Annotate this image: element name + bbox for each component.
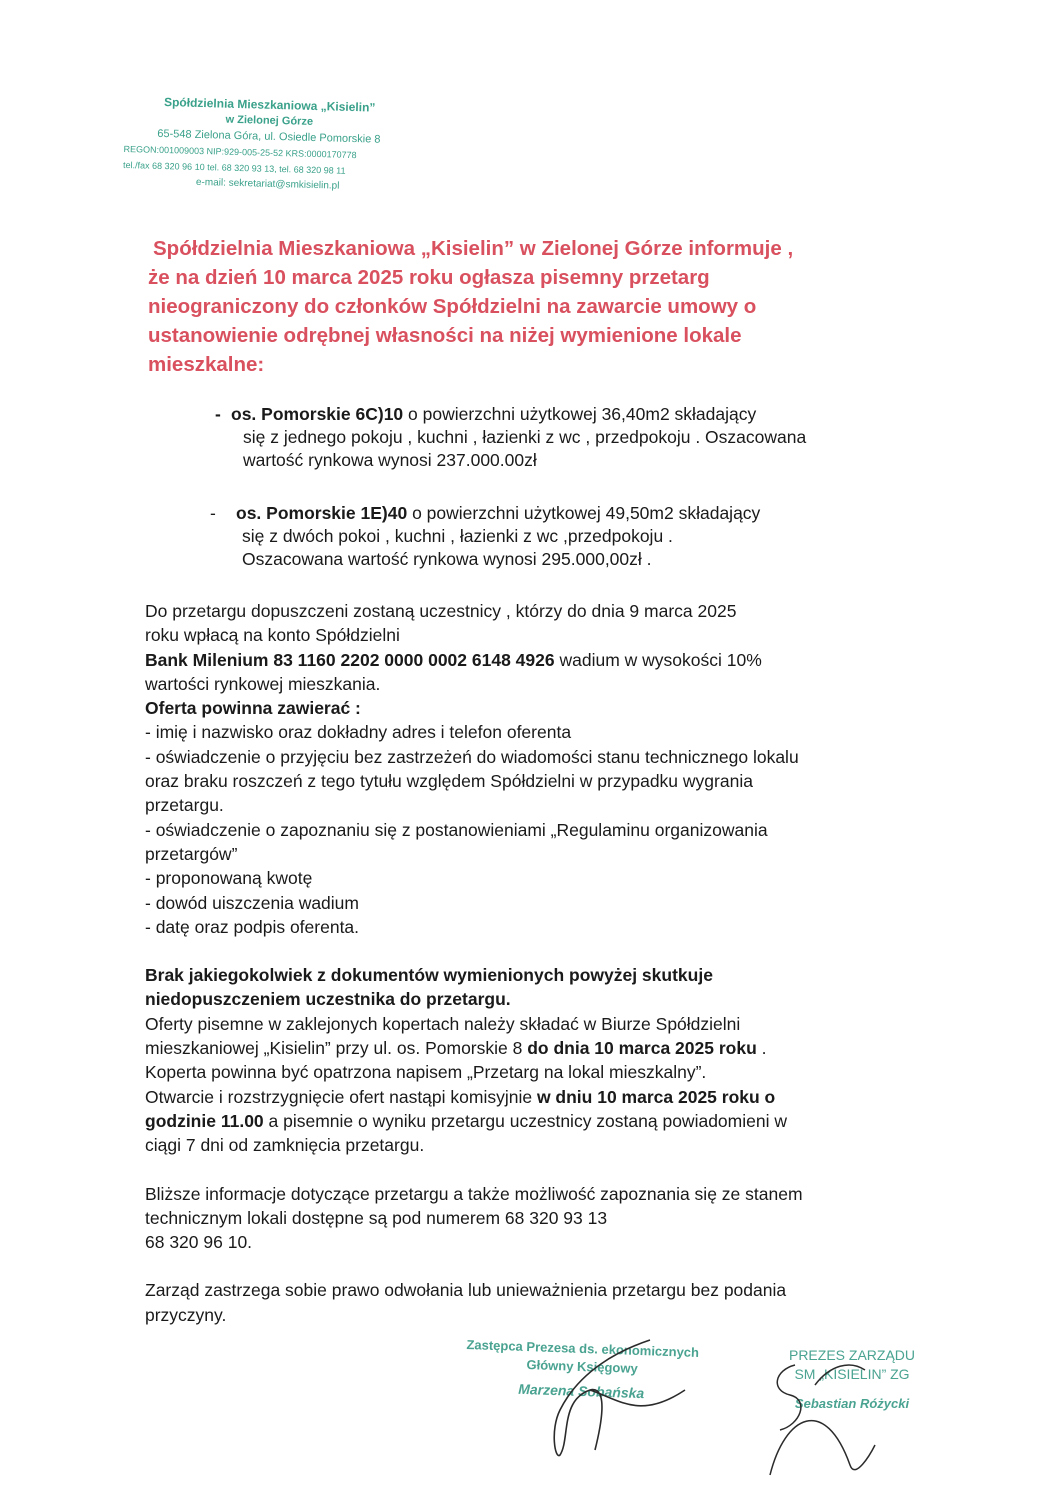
stamp-line-registry: REGON:001009003 NIP:929-005-25-52 KRS:0000170778 (123, 143, 357, 161)
opening-text: a pisemnie o wyniku przetargu uczestnicy zostaną powiadomieni w (263, 1110, 787, 1131)
heading-line: nieograniczony do członków Spółdzielni na zawarcie umowy o (148, 295, 757, 318)
stamp-line-phones: tel./fax 68 320 96 10 tel. 68 320 93 13, tel. 68 320 98 11 (122, 159, 346, 176)
submission-deadline: do dnia 10 marca 2025 roku (527, 1038, 757, 1059)
offer-item: - dowód uiszczenia wadium (145, 892, 359, 913)
warning-line: niedopuszczeniem uczestnika do przetargu. (145, 989, 511, 1010)
heading-line: że na dzień 10 marca 2025 roku ogłasza pisemny przetarg (148, 266, 710, 289)
list-dash: - (210, 503, 216, 523)
opening-time: godzinie 11.00 (145, 1110, 264, 1131)
signatory-title: SM „KISIELIN” ZG (794, 1366, 910, 1382)
apartment-area: o powierzchni użytkowej 36,40m2 składający (403, 404, 757, 424)
submission-line: Koperta powinna być opatrzona napisem „Przetarg na lokal mieszkalny”. (145, 1062, 707, 1083)
offer-item: przetargu. (145, 795, 224, 816)
apartment-rooms: się z dwóch pokoi , kuchni , łazienki z wc ,przedpokoju . (242, 526, 673, 546)
body-line: roku wpłacą na konto Spółdzielni (145, 625, 400, 646)
offer-item: - imię i nazwisko oraz dokładny adres i telefon oferenta (145, 722, 572, 743)
list-dash: - (215, 404, 221, 424)
apartment-rooms: się z jednego pokoju , kuchni , łazienki z wc , przedpokoju . Oszacowana (243, 427, 807, 447)
stamp-line-address: 65-548 Zielona Góra, ul. Osiedle Pomorskie 8 (157, 127, 381, 146)
heading-line: mieszkalne: (148, 353, 265, 376)
apartment-area: o powierzchni użytkowej 49,50m2 składający (407, 503, 761, 523)
bank-account: Bank Milenium 83 1160 2202 0000 0002 6148 4926 (145, 649, 555, 670)
signatory-title: Główny Księgowy (526, 1357, 638, 1376)
handwritten-signature-right (755, 1355, 885, 1485)
offer-heading: Oferta powinna zawierać : (145, 698, 361, 719)
handwritten-signature-left (500, 1330, 700, 1470)
info-line: Bliższe informacje dotyczące przetargu a także możliwość zapoznania się ze stanem (145, 1183, 803, 1204)
signatory-title: Zastępca Prezesa ds. ekonomicznych (466, 1336, 700, 1361)
signatory-title: PREZES ZARZĄDU (788, 1347, 915, 1363)
apartment-value: Oszacowana wartość rynkowa wynosi 295.000,00zł . (242, 549, 652, 569)
offer-item: przetargów” (145, 843, 238, 864)
reservation-line: przyczyny. (145, 1304, 227, 1325)
offer-item: - proponowaną kwotę (145, 868, 313, 889)
apartment-address: os. Pomorskie 1E)40 (236, 503, 408, 523)
announcement-body (145, 599, 945, 1327)
signatory-name: Sebastian Różycki (794, 1396, 910, 1411)
stamp-line-email: e-mail: sekretariat@smkisielin.pl (195, 176, 340, 192)
stamp-line-name: Spółdzielnia Mieszkaniowa „Kisielin” (163, 95, 376, 115)
opening-date: w dniu 10 marca 2025 roku o (536, 1086, 776, 1107)
heading-line: ustanowienie odrębnej własności na niżej wymienione lokale (148, 324, 742, 347)
offer-item: - oświadczenie o zapoznaniu się z postanowieniami „Regulaminu organizowania (145, 819, 768, 840)
offer-item: - datę oraz podpis oferenta. (145, 916, 360, 937)
info-line: technicznym lokali dostępne są pod numerem 68 320 93 13 (145, 1207, 608, 1228)
warning-line: Brak jakiegokolwiek z dokumentów wymienionych powyżej skutkuje (145, 965, 713, 986)
heading-line: Spółdzielnia Mieszkaniowa „Kisielin” w Zielonej Górze informuje , (153, 237, 794, 260)
body-line: wartości rynkowej mieszkania. (145, 673, 381, 694)
stamp-line-city: w Zielonej Górze (225, 113, 314, 128)
cooperative-stamp (122, 93, 414, 197)
submission-period: . (756, 1038, 767, 1059)
reservation-line: Zarząd zastrzega sobie prawo odwołania lub unieważnienia przetargu bez podania (145, 1280, 787, 1301)
apartment-address: os. Pomorskie 6C)10 (231, 404, 404, 424)
signatory-name: Marzena Sobańska (517, 1380, 645, 1402)
submission-text: mieszkaniowej „Kisielin” przy ul. os. Pomorskie 8 (145, 1038, 528, 1059)
offer-item: oraz braku roszczeń z tego tytułu względem Spółdzielni w przypadku wygrania (145, 771, 753, 792)
info-line: 68 320 96 10. (145, 1232, 253, 1253)
opening-text: Otwarcie i rozstrzygnięcie ofert nastąpi komisyjnie (145, 1086, 537, 1107)
announcement-heading (148, 234, 948, 379)
submission-line: Oferty pisemne w zaklejonych kopertach należy składać w Biurze Spółdzielni (145, 1013, 741, 1034)
offer-item: - oświadczenie o przyjęciu bez zastrzeżeń do wiadomości stanu technicznego lokalu (145, 746, 799, 767)
deposit-text: wadium w wysokości 10% (554, 649, 762, 670)
apartment-value: wartość rynkowa wynosi 237.000.00zł (243, 450, 537, 470)
opening-line: ciągi 7 dni od zamknięcia przetargu. (145, 1135, 425, 1156)
body-line: Do przetargu dopuszczeni zostaną uczestnicy , którzy do dnia 9 marca 2025 (145, 601, 737, 621)
